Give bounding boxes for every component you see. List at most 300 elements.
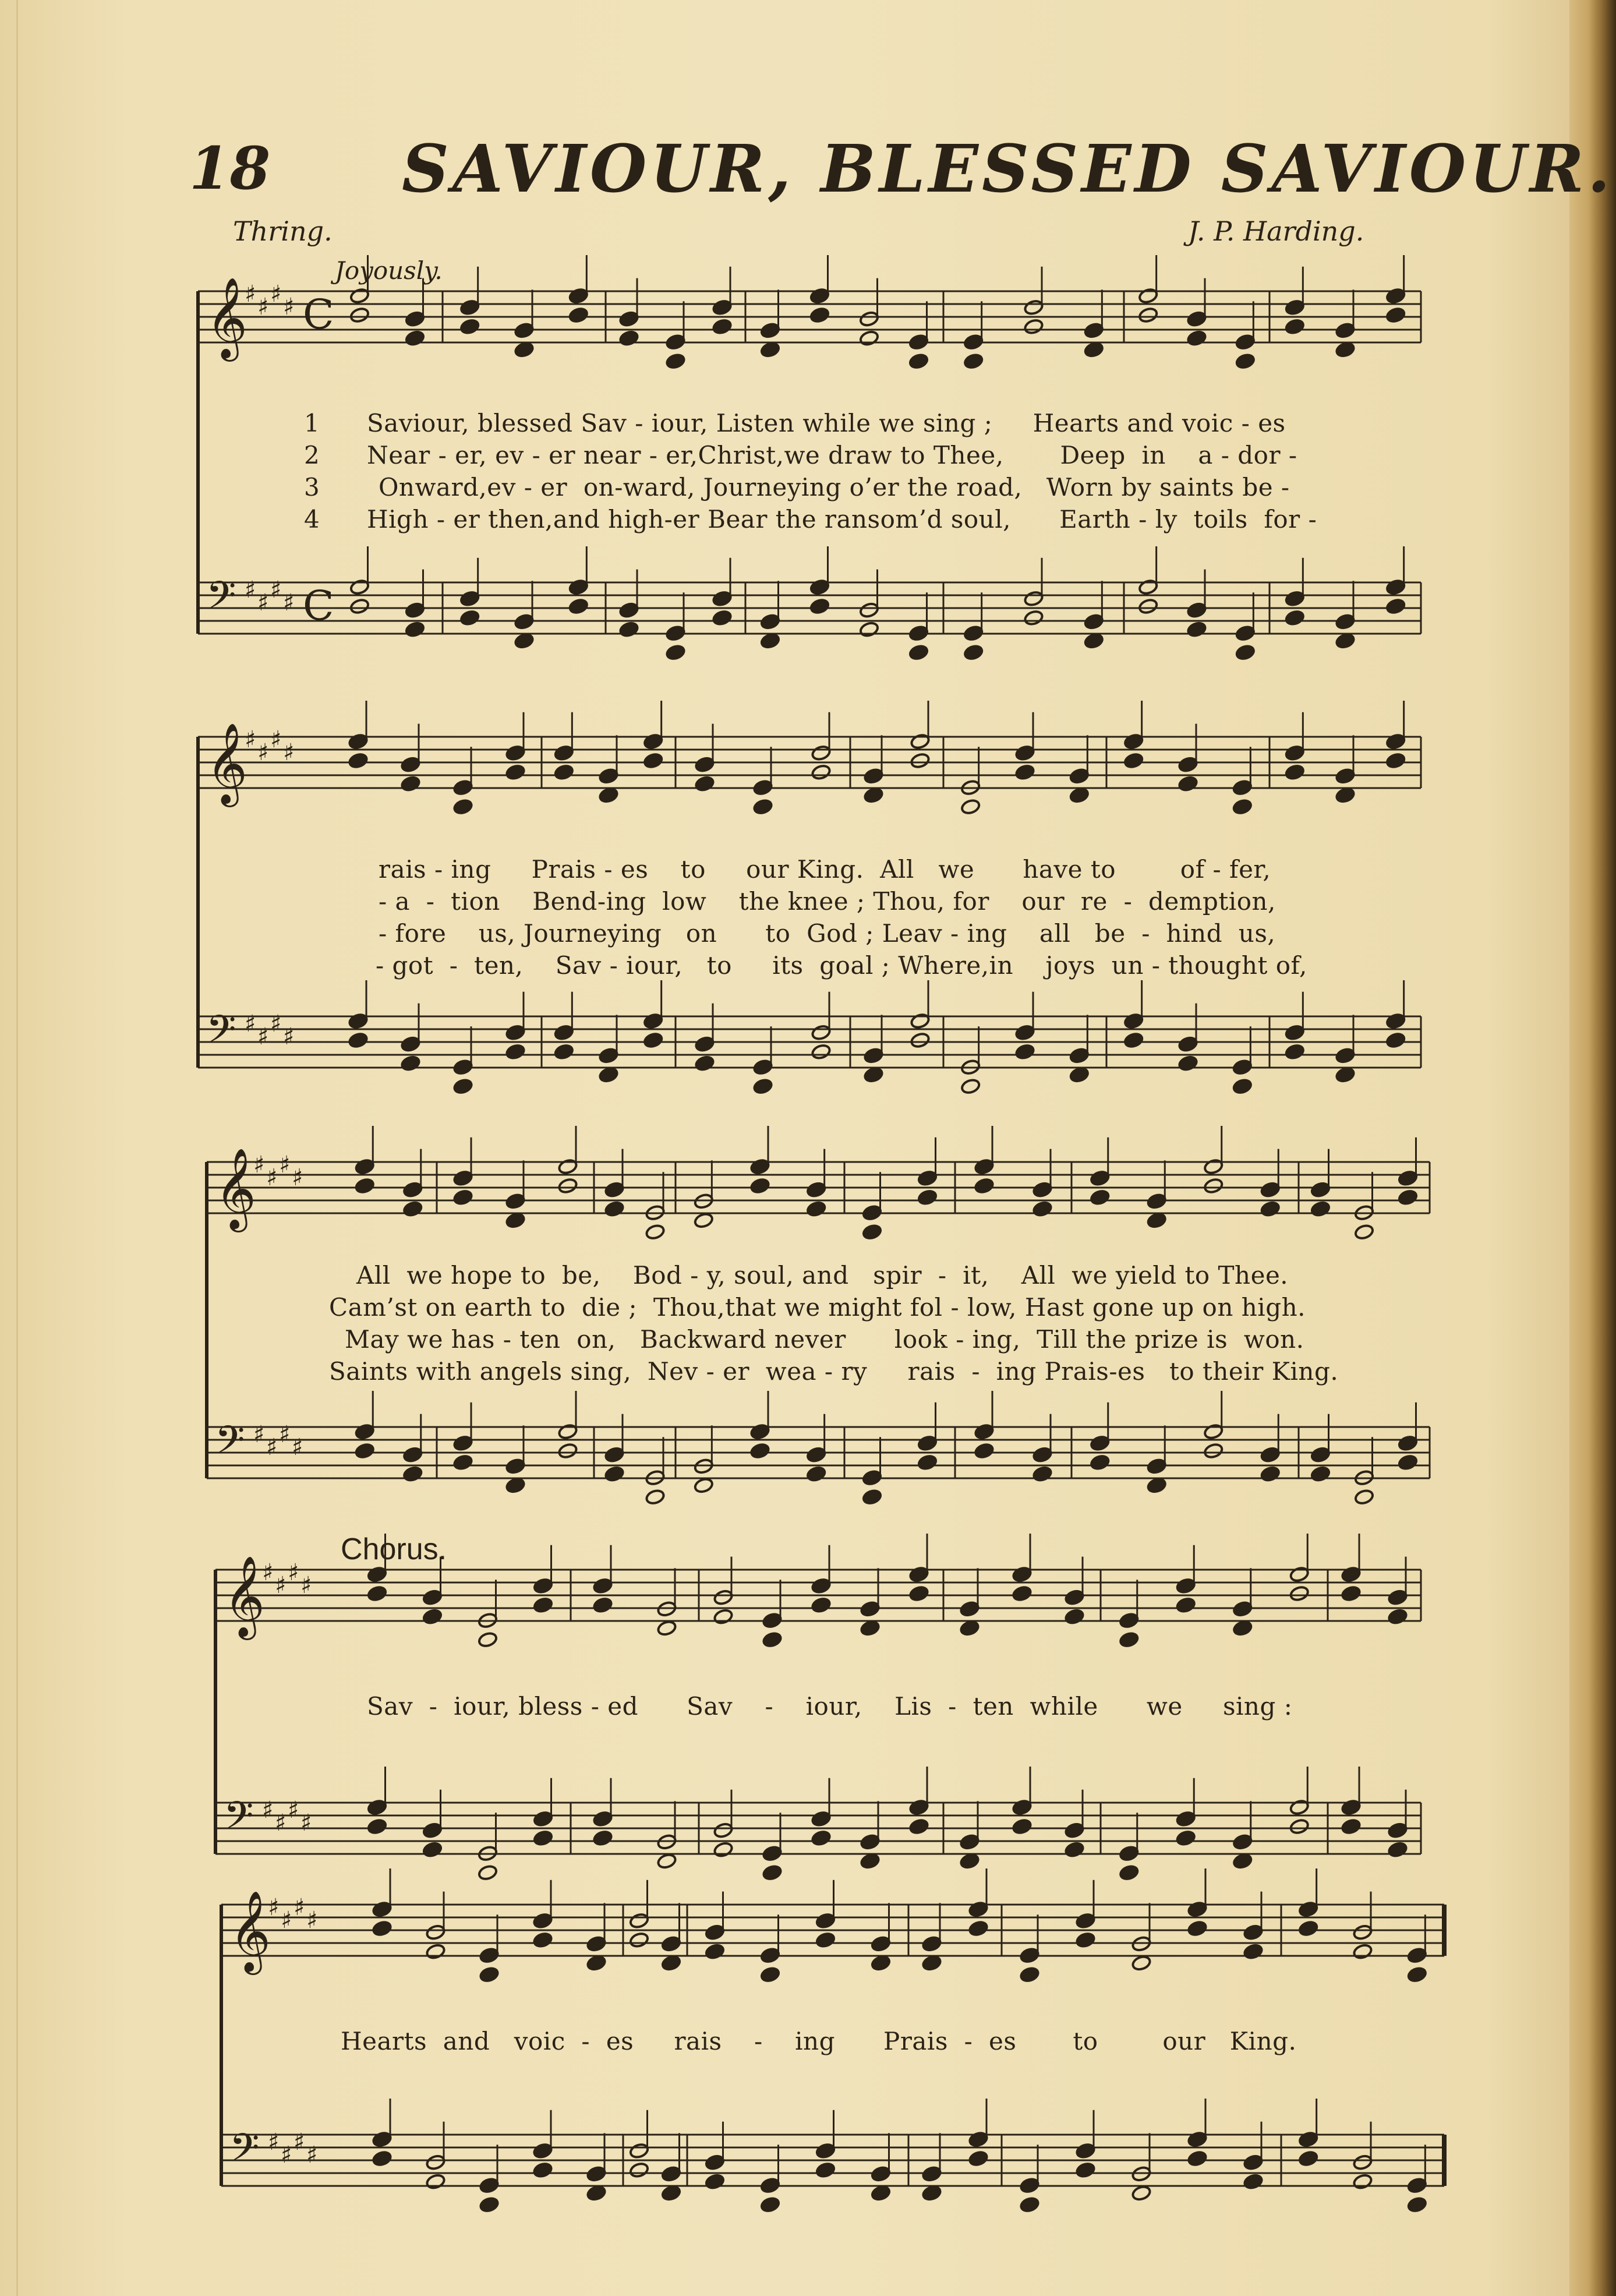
verse-number: 2 — [304, 441, 320, 469]
notehead — [1398, 1170, 1418, 1186]
notehead — [1186, 310, 1207, 327]
notehead — [963, 334, 984, 351]
notehead — [815, 1931, 836, 1948]
notehead — [1352, 1943, 1373, 1960]
notehead — [452, 779, 473, 796]
notehead — [478, 1864, 498, 1881]
notehead — [533, 1810, 553, 1827]
notehead — [452, 1454, 473, 1471]
notehead — [859, 310, 879, 327]
notehead — [505, 1043, 525, 1060]
notehead — [1090, 1454, 1110, 1471]
hymn-title: SAVIOUR, BLESSED SAVIOUR. — [402, 131, 1614, 207]
notehead — [348, 752, 368, 769]
notehead — [355, 1423, 375, 1440]
notehead — [1387, 1841, 1408, 1858]
notehead — [1147, 1477, 1167, 1494]
notehead — [862, 1470, 882, 1486]
sharp-icon: ♯ — [275, 1572, 287, 1599]
notehead — [459, 299, 480, 316]
notehead — [1090, 1189, 1110, 1206]
notehead — [1260, 1181, 1281, 1198]
notehead — [1012, 1818, 1032, 1835]
notehead — [1012, 1585, 1032, 1602]
notehead — [645, 1224, 665, 1241]
sharp-icon: ♯ — [300, 1810, 312, 1836]
notehead — [862, 1224, 882, 1241]
notehead — [598, 1066, 618, 1083]
notehead — [1310, 1181, 1331, 1198]
notehead — [752, 1059, 773, 1076]
notehead — [1138, 287, 1158, 304]
notehead — [557, 1423, 578, 1440]
notehead — [1084, 633, 1104, 649]
composer-credit: J. P. Harding. — [1188, 216, 1364, 247]
notehead — [643, 752, 663, 769]
notehead — [1407, 2196, 1427, 2213]
notehead — [1119, 1612, 1139, 1629]
sharp-icon: ♯ — [270, 577, 282, 603]
notehead — [712, 299, 732, 316]
notehead — [422, 1589, 443, 1606]
notehead — [1385, 752, 1406, 769]
notehead — [532, 2142, 553, 2159]
notehead — [811, 1596, 831, 1613]
lyric-line: Saints with angels sing, Nev - er wea - ry rais - ing Prais-es to their King. — [329, 1357, 1339, 1386]
notehead — [910, 1012, 930, 1029]
notehead — [749, 1177, 770, 1194]
notehead — [402, 1465, 423, 1482]
notehead — [968, 2150, 988, 2167]
notehead — [809, 287, 830, 304]
notehead — [815, 2142, 836, 2159]
notehead — [645, 1489, 665, 1506]
notehead — [811, 1043, 831, 1060]
notehead — [1203, 1158, 1224, 1175]
notehead — [452, 1170, 473, 1186]
notehead — [1387, 1822, 1408, 1839]
lyric-line: Onward,ev - er on-ward, Journeying o’er the road, Worn by saints be - — [379, 473, 1290, 501]
notehead — [505, 1212, 525, 1229]
lyric-line: Cam’st on earth to die ; Thou,that we might fol - low, Hast gone up on high. — [329, 1293, 1306, 1322]
notehead — [557, 1177, 578, 1194]
sharp-icon: ♯ — [245, 281, 256, 308]
notehead — [859, 621, 879, 638]
notehead — [1385, 287, 1406, 304]
notehead — [1187, 1901, 1207, 1917]
notehead — [514, 633, 534, 649]
sharp-icon: ♯ — [262, 1559, 274, 1586]
notehead — [618, 330, 639, 347]
notehead — [1243, 1943, 1263, 1960]
sharp-icon: ♯ — [266, 1164, 278, 1191]
notehead — [1032, 1181, 1052, 1198]
notehead — [752, 779, 773, 796]
notehead — [1398, 1454, 1418, 1471]
notehead — [1176, 1596, 1196, 1613]
sharp-icon: ♯ — [266, 1434, 278, 1461]
notehead — [917, 1189, 938, 1206]
notehead — [863, 1047, 883, 1064]
notehead — [1138, 578, 1158, 595]
notehead — [1075, 1931, 1095, 1948]
notehead — [554, 1043, 574, 1060]
notehead — [1289, 1818, 1310, 1835]
notehead — [514, 341, 534, 358]
notehead — [963, 644, 984, 661]
notehead — [459, 590, 480, 607]
notehead — [1232, 1834, 1253, 1850]
notehead — [1064, 1841, 1084, 1858]
notehead — [921, 1955, 942, 1972]
notehead — [712, 318, 732, 335]
notehead — [862, 1204, 882, 1221]
lyric-line: - got - ten, Sav - iour, to its goal ; Where,in joys un - thought of, — [376, 951, 1307, 980]
notehead — [860, 1834, 880, 1850]
sharp-icon: ♯ — [279, 1421, 291, 1448]
notehead — [1019, 2196, 1039, 2213]
sharp-icon: ♯ — [292, 1164, 303, 1191]
notehead — [806, 1181, 826, 1198]
sharp-icon: ♯ — [253, 1421, 265, 1448]
notehead — [661, 1955, 681, 1972]
notehead — [400, 756, 420, 773]
notehead — [815, 2161, 836, 2178]
notehead — [974, 1423, 994, 1440]
notehead — [554, 744, 574, 761]
notehead — [514, 613, 534, 630]
notehead — [505, 1458, 525, 1475]
notehead — [806, 1446, 826, 1463]
notehead — [592, 1829, 613, 1846]
sharp-icon: ♯ — [294, 2129, 305, 2156]
notehead — [661, 1935, 681, 1952]
notehead — [974, 1442, 994, 1459]
notehead — [598, 768, 618, 785]
notehead — [554, 764, 574, 780]
notehead — [618, 621, 639, 638]
notehead — [1235, 644, 1256, 661]
notehead — [665, 625, 685, 642]
notehead — [586, 2185, 606, 2202]
notehead — [479, 1966, 499, 1983]
notehead — [694, 1477, 714, 1494]
notehead — [1090, 1170, 1110, 1186]
sharp-icon: ♯ — [283, 589, 295, 616]
notehead — [1335, 1047, 1355, 1064]
notehead — [661, 2185, 681, 2202]
lyric-line: Saviour, blessed Sav - iour, Listen while we sing ; Hearts and voic - es — [367, 409, 1286, 437]
notehead — [860, 1601, 880, 1617]
notehead — [1187, 2131, 1207, 2147]
notehead — [568, 287, 589, 304]
notehead — [1387, 1589, 1408, 1606]
notehead — [1310, 1446, 1331, 1463]
notehead — [1260, 1465, 1281, 1482]
page-number: 18 — [189, 134, 271, 203]
notehead — [405, 602, 425, 619]
notehead — [1186, 621, 1207, 638]
notehead — [908, 1799, 929, 1815]
notehead — [1177, 775, 1198, 792]
notehead — [533, 1829, 553, 1846]
notehead — [705, 1924, 725, 1941]
notehead — [908, 644, 929, 661]
notehead — [1032, 1465, 1052, 1482]
notehead — [1235, 334, 1256, 351]
notehead — [1285, 590, 1305, 607]
notehead — [809, 306, 830, 323]
notehead — [968, 2131, 988, 2147]
notehead — [974, 1177, 994, 1194]
notehead — [809, 598, 830, 614]
notehead — [643, 1012, 663, 1029]
notehead — [1289, 1799, 1310, 1815]
notehead — [533, 1596, 553, 1613]
notehead — [478, 1631, 498, 1648]
notehead — [1119, 1864, 1139, 1881]
verse-number: 1 — [304, 409, 320, 437]
notehead — [1064, 1608, 1084, 1625]
notehead — [1398, 1435, 1418, 1451]
notehead — [1289, 1566, 1310, 1583]
notehead — [1187, 2150, 1207, 2167]
lyricist-credit: Thring. — [233, 216, 333, 247]
notehead — [372, 1901, 392, 1917]
notehead — [910, 733, 930, 750]
notehead — [1012, 1799, 1032, 1815]
notehead — [452, 1435, 473, 1451]
notehead — [1023, 590, 1044, 607]
notehead — [811, 1024, 831, 1041]
verse-number: 4 — [304, 505, 320, 534]
notehead — [1407, 1947, 1427, 1964]
notehead — [860, 1853, 880, 1870]
sharp-icon: ♯ — [281, 1907, 292, 1934]
notehead — [1341, 1566, 1361, 1583]
notehead — [752, 799, 773, 815]
notehead — [713, 1589, 733, 1606]
notehead — [1232, 1601, 1253, 1617]
notehead — [749, 1423, 770, 1440]
bass-clef-icon: 𝄢 — [229, 2125, 260, 2180]
notehead — [1131, 1955, 1151, 1972]
notehead — [532, 1931, 553, 1948]
notehead — [871, 2166, 891, 2182]
sharp-icon: ♯ — [288, 1797, 299, 1824]
notehead — [367, 1818, 387, 1835]
sharp-icon: ♯ — [281, 2142, 292, 2168]
notehead — [908, 1566, 929, 1583]
sharp-icon: ♯ — [283, 294, 295, 320]
notehead — [349, 578, 370, 595]
notehead — [592, 1577, 613, 1594]
notehead — [963, 625, 984, 642]
notehead — [1084, 613, 1104, 630]
sharp-icon: ♯ — [283, 1023, 295, 1050]
notehead — [1075, 2142, 1095, 2159]
sharp-icon: ♯ — [245, 577, 256, 603]
notehead — [479, 2177, 499, 2194]
treble-clef-icon: 𝄞 — [224, 1556, 265, 1637]
notehead — [1186, 602, 1207, 619]
notehead — [1032, 1446, 1052, 1463]
notehead — [598, 787, 618, 804]
notehead — [505, 764, 525, 780]
notehead — [862, 1489, 882, 1506]
notehead — [1341, 1585, 1361, 1602]
notehead — [355, 1442, 375, 1459]
notehead — [908, 625, 929, 642]
notehead — [762, 1845, 782, 1862]
notehead — [452, 1189, 473, 1206]
notehead — [1123, 1032, 1144, 1048]
notehead — [860, 1620, 880, 1637]
notehead — [809, 578, 830, 595]
notehead — [1385, 578, 1406, 595]
notehead — [1352, 2154, 1373, 2171]
notehead — [908, 353, 929, 370]
notehead — [1019, 1966, 1039, 1983]
sharp-icon: ♯ — [257, 589, 269, 616]
notehead — [968, 1901, 988, 1917]
notehead — [806, 1200, 826, 1217]
verse-number: 3 — [304, 473, 320, 501]
notehead — [367, 1566, 387, 1583]
notehead — [355, 1177, 375, 1194]
notehead — [959, 1834, 979, 1850]
notehead — [1385, 306, 1406, 323]
notehead — [917, 1454, 938, 1471]
notehead — [863, 787, 883, 804]
notehead — [452, 1078, 473, 1095]
notehead — [1123, 752, 1144, 769]
notehead — [1407, 1966, 1427, 1983]
lyric-line: High - er then,and high-er Bear the ransom’d soul, Earth - ly toils for - — [367, 505, 1317, 534]
sharp-icon: ♯ — [268, 2129, 280, 2156]
notehead — [1243, 2154, 1263, 2171]
notehead — [910, 1032, 930, 1048]
notehead — [694, 756, 715, 773]
notehead — [760, 633, 780, 649]
notehead — [871, 1955, 891, 1972]
sharp-icon: ♯ — [292, 1434, 303, 1461]
notehead — [1298, 1901, 1318, 1917]
notehead — [505, 744, 525, 761]
notehead — [656, 1620, 677, 1637]
notehead — [348, 1032, 368, 1048]
notehead — [1177, 1055, 1198, 1072]
notehead — [405, 330, 425, 347]
notehead — [1285, 299, 1305, 316]
notehead — [705, 2154, 725, 2171]
notehead — [1123, 733, 1144, 750]
notehead — [1014, 1043, 1035, 1060]
notehead — [713, 1608, 733, 1625]
notehead — [665, 334, 685, 351]
notehead — [1232, 1059, 1253, 1076]
notehead — [604, 1446, 624, 1463]
tempo-marking: Joyously. — [335, 256, 443, 285]
notehead — [694, 1212, 714, 1229]
notehead — [1203, 1442, 1224, 1459]
notehead — [963, 353, 984, 370]
notehead — [425, 2154, 445, 2171]
notehead — [1177, 1036, 1198, 1052]
notehead — [1285, 764, 1305, 780]
notehead — [1176, 1829, 1196, 1846]
notehead — [1352, 1924, 1373, 1941]
lyric-line: - a - tion Bend-ing low the knee ; Thou, for our re - demption, — [379, 887, 1276, 916]
notehead — [871, 1935, 891, 1952]
lyric-line: - fore us, Journeying on to God ; Leav - ing all be - hind us, — [379, 919, 1276, 948]
notehead — [1385, 1032, 1406, 1048]
sharp-icon: ♯ — [306, 1907, 318, 1934]
notehead — [586, 2166, 606, 2182]
notehead — [863, 768, 883, 785]
notehead — [908, 334, 929, 351]
notehead — [629, 2161, 649, 2178]
sharp-icon: ♯ — [245, 1011, 256, 1037]
notehead — [422, 1608, 443, 1625]
notehead — [629, 1931, 649, 1948]
sharp-icon: ♯ — [294, 1894, 305, 1921]
notehead — [402, 1446, 423, 1463]
treble-clef-icon: 𝄞 — [206, 277, 247, 358]
notehead — [1341, 1818, 1361, 1835]
notehead — [1298, 1920, 1318, 1937]
notehead — [425, 1924, 445, 1941]
notehead — [1289, 1585, 1310, 1602]
notehead — [505, 1193, 525, 1210]
notehead — [1260, 1200, 1281, 1217]
notehead — [917, 1170, 938, 1186]
notehead — [1398, 1189, 1418, 1206]
notehead — [479, 1947, 499, 1964]
lyric-line: Near - er, ev - er near - er,Christ,we draw to Thee, Deep in a - dor - — [367, 441, 1297, 469]
notehead — [921, 1935, 942, 1952]
notehead — [1335, 633, 1355, 649]
notehead — [713, 1822, 733, 1839]
notehead — [586, 1935, 606, 1952]
sharp-icon: ♯ — [257, 294, 269, 320]
notehead — [1335, 613, 1355, 630]
notehead — [760, 1966, 780, 1983]
notehead — [1014, 744, 1035, 761]
notehead — [762, 1612, 782, 1629]
sharp-icon: ♯ — [245, 726, 256, 753]
notehead — [1069, 1047, 1090, 1064]
notehead — [959, 1620, 979, 1637]
notehead — [921, 2185, 942, 2202]
sharp-icon: ♯ — [270, 1011, 282, 1037]
notehead — [1084, 341, 1104, 358]
notehead — [863, 1066, 883, 1083]
notehead — [479, 2196, 499, 2213]
notehead — [712, 590, 732, 607]
notehead — [760, 1947, 780, 1964]
notehead — [762, 1864, 782, 1881]
notehead — [760, 2196, 780, 2213]
lyric-line: Hearts and voic - es rais - ing Prais - es to our King. — [341, 2027, 1297, 2055]
bass-clef-icon: 𝄢 — [206, 1007, 236, 1061]
notehead — [811, 1829, 831, 1846]
notehead — [643, 1032, 663, 1048]
notehead — [908, 1818, 929, 1835]
notehead — [908, 1585, 929, 1602]
notehead — [349, 306, 370, 323]
notehead — [1187, 1920, 1207, 1937]
